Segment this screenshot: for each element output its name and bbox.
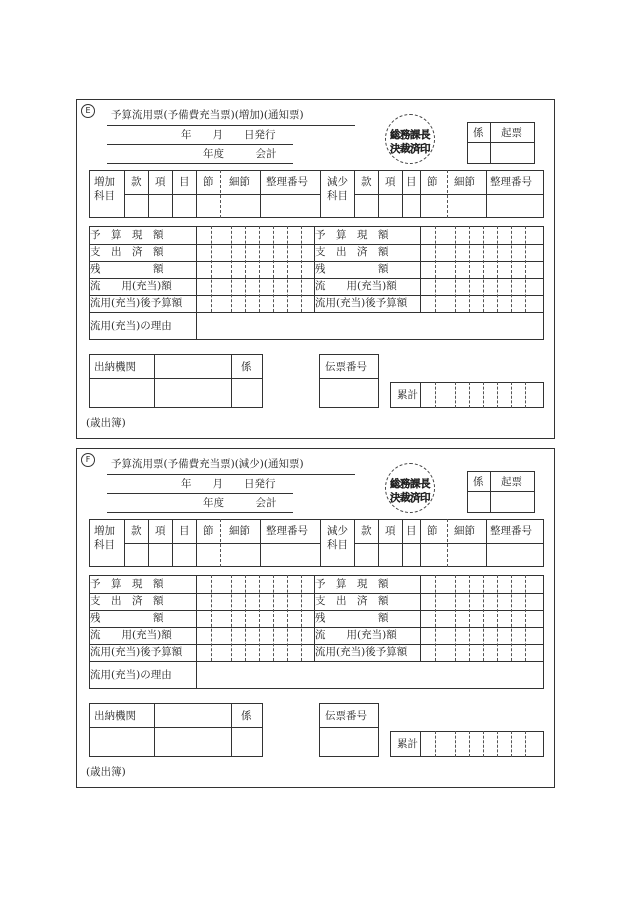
col-kou: 項 — [155, 525, 166, 537]
col-moku-2: 目 — [406, 525, 417, 537]
account-label: 科目 — [94, 539, 115, 551]
increase-label: 増加 — [94, 525, 115, 537]
col-seiri-bangou: 整理番号 — [266, 525, 308, 537]
expenditure-transfer-form-e — [76, 99, 555, 439]
row-transfer-amount-2: 流 用(充当)額 — [315, 280, 397, 292]
row-expended: 支 出 済 額 — [90, 246, 164, 258]
transfer-reason-label: 流用(充当)の理由 — [90, 320, 172, 332]
cashier-label: 出納機関 — [94, 361, 136, 373]
approval-seal: 総務課長 決裁済印 — [385, 463, 435, 513]
col-saisetsu-2: 細節 — [454, 176, 475, 188]
row-transfer-amount-2: 流 用(充当)額 — [315, 629, 397, 641]
form-mark: E — [81, 104, 95, 118]
approval-clerk-label: 係 — [473, 476, 484, 488]
ledger-footer: (歳出簿) — [86, 766, 126, 778]
row-budget-current-2: 予 算 現 額 — [315, 578, 389, 590]
col-kou: 項 — [155, 176, 166, 188]
form-title: 予算流用票(予備費充当票)(減少)(通知票) — [111, 458, 304, 470]
col-seiri-bangou: 整理番号 — [266, 176, 308, 188]
ledger-footer: (歳出簿) — [86, 417, 126, 429]
cashier-label: 出納機関 — [94, 710, 136, 722]
transfer-reason-label: 流用(充当)の理由 — [90, 669, 172, 681]
row-budget-current: 予 算 現 額 — [90, 578, 164, 590]
account-label-2: 科目 — [327, 190, 348, 202]
col-kan: 款 — [131, 525, 142, 537]
form-title: 予算流用票(予備費充当票)(増加)(通知票) — [111, 109, 304, 121]
increase-label: 増加 — [94, 176, 115, 188]
col-saisetsu: 細節 — [229, 176, 250, 188]
row-balance: 残 額 — [90, 612, 164, 624]
voucher-number-label: 伝票番号 — [325, 710, 367, 722]
col-kan-2: 款 — [361, 525, 372, 537]
col-kan: 款 — [131, 176, 142, 188]
form-mark: F — [81, 453, 95, 467]
row-budget-current: 予 算 現 額 — [90, 229, 164, 241]
row-transfer-amount: 流 用(充当)額 — [90, 629, 172, 641]
row-budget-current-2: 予 算 現 額 — [315, 229, 389, 241]
voucher-number-label: 伝票番号 — [325, 361, 367, 373]
issue-date-line: 年 月 日発行 — [181, 478, 276, 490]
expenditure-transfer-form-f — [76, 448, 555, 788]
row-balance-2: 残 額 — [315, 612, 389, 624]
row-balance: 残 額 — [90, 263, 164, 275]
row-expended: 支 出 済 額 — [90, 595, 164, 607]
col-moku-2: 目 — [406, 176, 417, 188]
cashier-clerk-label: 係 — [241, 361, 252, 373]
cumulative-label: 累計 — [397, 738, 418, 750]
row-after-transfer-budget: 流用(充当)後予算額 — [90, 646, 183, 658]
issue-date-line: 年 月 日発行 — [181, 129, 276, 141]
approval-draft-label: 起票 — [501, 476, 522, 488]
row-expended-2: 支 出 済 額 — [315, 595, 389, 607]
col-kou-2: 項 — [385, 176, 396, 188]
col-seiri-bangou-2: 整理番号 — [490, 525, 532, 537]
col-kou-2: 項 — [385, 525, 396, 537]
col-saisetsu-2: 細節 — [454, 525, 475, 537]
row-after-transfer-budget-2: 流用(充当)後予算額 — [315, 297, 408, 309]
row-balance-2: 残 額 — [315, 263, 389, 275]
col-seiri-bangou-2: 整理番号 — [490, 176, 532, 188]
col-saisetsu: 細節 — [229, 525, 250, 537]
col-setsu-2: 節 — [427, 176, 438, 188]
decrease-label: 減少 — [327, 525, 348, 537]
col-moku: 目 — [179, 525, 190, 537]
fiscal-year-line: 年度 会計 — [203, 148, 277, 160]
account-label-2: 科目 — [327, 539, 348, 551]
row-after-transfer-budget-2: 流用(充当)後予算額 — [315, 646, 408, 658]
col-moku: 目 — [179, 176, 190, 188]
fiscal-year-line: 年度 会計 — [203, 497, 277, 509]
row-expended-2: 支 出 済 額 — [315, 246, 389, 258]
cashier-clerk-label: 係 — [241, 710, 252, 722]
col-setsu-2: 節 — [427, 525, 438, 537]
cumulative-label: 累計 — [397, 389, 418, 401]
col-setsu: 節 — [203, 525, 214, 537]
row-after-transfer-budget: 流用(充当)後予算額 — [90, 297, 183, 309]
col-setsu: 節 — [203, 176, 214, 188]
account-label: 科目 — [94, 190, 115, 202]
approval-draft-label: 起票 — [501, 127, 522, 139]
approval-seal: 総務課長 決裁済印 — [385, 114, 435, 164]
approval-clerk-label: 係 — [473, 127, 484, 139]
row-transfer-amount: 流 用(充当)額 — [90, 280, 172, 292]
decrease-label: 減少 — [327, 176, 348, 188]
col-kan-2: 款 — [361, 176, 372, 188]
